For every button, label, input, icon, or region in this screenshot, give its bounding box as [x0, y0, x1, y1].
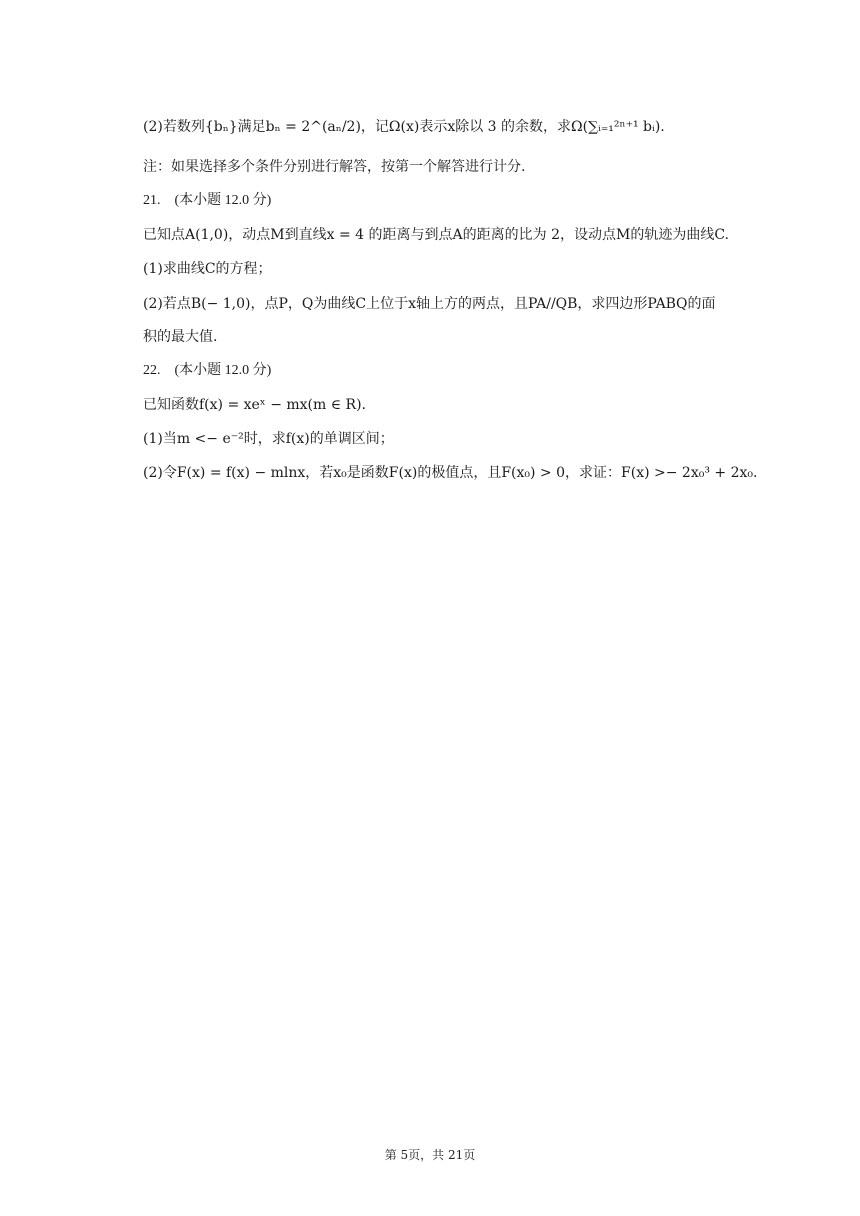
q21-part2: (2)若点B(− 1,0)，点P，Q为曲线C上位于x轴上方的两点，且PA//QB，求四边形PABQ的面	[143, 296, 716, 312]
page-footer: 第 5页，共 21页	[384, 1148, 476, 1162]
q20-part2: (2)若数列{bₙ}满足bₙ = 2^(aₙ/2)，记Ω(x)表示x除以 3 的余数，求Ω(∑ᵢ₌₁²ⁿ⁺¹ bᵢ).	[143, 119, 665, 135]
q22-part1: (1)当m <− e⁻²时，求f(x)的单调区间；	[143, 431, 394, 447]
scoring-note: 注：如果选择多个条件分别进行解答，按第一个解答进行计分.	[143, 159, 526, 175]
q21-part2-cont: 积的最大值.	[143, 329, 218, 345]
q21-stem: 已知点A(1,0)，动点M到直线x = 4 的距离与到点A的距离的比为 2，设动点M的轨迹为曲线C.	[143, 227, 729, 243]
q22-header: 22. (本小题 12.0 分)	[143, 363, 272, 378]
q21-header: 21. (本小题 12.0 分)	[143, 193, 272, 208]
q21-part1: (1)求曲线C的方程；	[143, 261, 272, 277]
q22-part2: (2)令F(x) = f(x) − mlnx，若x₀是函数F(x)的极值点，且F(x₀) > 0，求证：F(x) >− 2x₀³ + 2x₀.	[143, 465, 758, 481]
q22-stem: 已知函数f(x) = xeˣ − mx(m ∈ R).	[143, 397, 367, 413]
